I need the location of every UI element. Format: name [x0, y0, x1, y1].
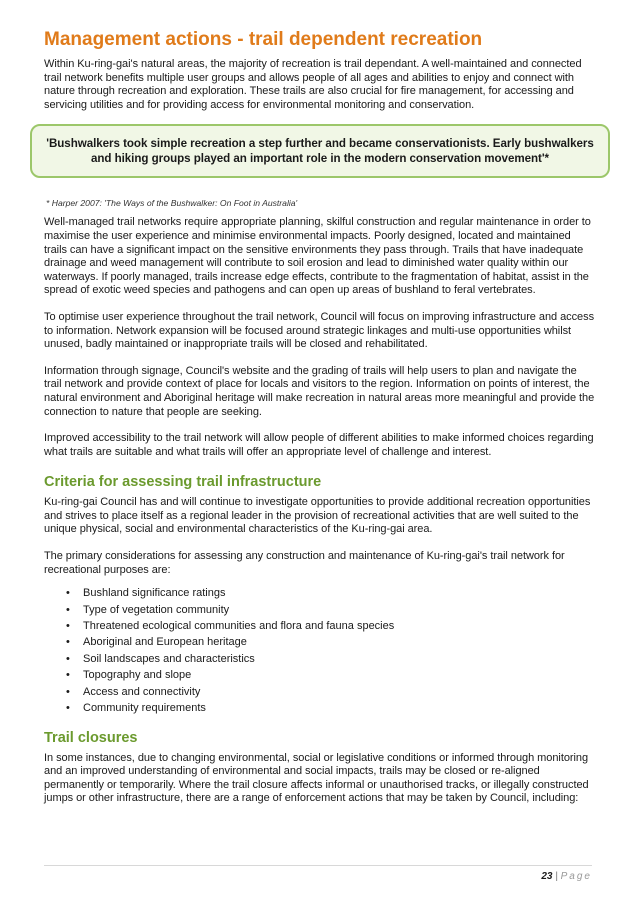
criteria-paragraph-2: The primary considerations for assessing any construction and maintenance of Ku-ring-gai's trail network for recreational purposes are:: [44, 550, 565, 576]
document-page: [44, 28, 596, 806]
bullet-icon: •: [66, 636, 70, 649]
body-paragraph-4: Improved accessibility to the trail network will allow people of different abilities to make informed choices regarding what trails are suitable and what trails will offer an appropriate level of challenge and interest.: [44, 432, 594, 458]
closures-heading: Trail closures: [44, 729, 138, 746]
footer-separator: |: [555, 871, 558, 882]
bullet-icon: •: [66, 620, 70, 633]
page-footer: [44, 865, 592, 882]
bullet-icon: •: [66, 669, 70, 682]
list-item: • Threatened ecological communities and flora and fauna species: [66, 618, 596, 634]
bullet-icon: •: [66, 587, 70, 600]
quote-callout: [30, 124, 610, 178]
intro-paragraph: Within Ku-ring-gai's natural areas, the majority of recreation is trail dependant. A well-maintained and connected trail network benefits multiple user groups and allows people of all ages and abilities to enjoy and connect with nature through recreation and exploration. These trails are also crucial for fire management, for accessing and servicing utilities and for providing access for environmental monitoring and conservation.: [44, 58, 582, 111]
quote-citation: * Harper 2007: 'The Ways of the Bushwalker: On Foot in Australia': [46, 198, 298, 209]
list-item: • Community requirements: [66, 700, 596, 716]
list-item: • Access and connectivity: [66, 684, 596, 700]
quote-text: 'Bushwalkers took simple recreation a step further and became conservationists. Early bushwalkers and hiking groups played an important role in the modern conservation movement'*: [46, 137, 594, 166]
body-paragraph-3: Information through signage, Council's website and the grading of trails will help users to plan and navigate the trail network and provide context of place for locals and visitors to the region. Information on points of interest, the natural environment and Aboriginal heritage will make recreation in natural areas more meaningful and provide the connection to nature that people are seeking.: [44, 364, 595, 418]
page-number: 23: [541, 871, 553, 882]
bullet-icon: •: [66, 702, 70, 715]
list-item: • Soil landscapes and characteristics: [66, 651, 596, 667]
list-item: • Type of vegetation community: [66, 602, 596, 618]
criteria-heading: Criteria for assessing trail infrastructure: [44, 474, 322, 491]
list-item: • Aboriginal and European heritage: [66, 634, 596, 650]
closures-paragraph: In some instances, due to changing environmental, social or legislative conditions or informed through monitoring and an improved understanding of environmental and social impacts, trails may be closed or re-aligned permanently or temporarily. Where the trail closure affects informal or unauthorised tracks, or illegally constructed jumps or other infrastructure, there are a range of enforcement actions that may be taken by Council, including:: [44, 751, 589, 805]
list-item: • Topography and slope: [66, 667, 596, 683]
body-paragraph-2: To optimise user experience throughout the trail network, Council will focus on improving infrastructure and access to information. Network expansion will be focused around strategic linkages and multi-use opportunities whilst unused, badly maintained or inappropriate trails will be closed and rehabilitated.: [44, 310, 595, 351]
page-title: Management actions - trail dependent recreation: [44, 29, 483, 50]
bullet-icon: •: [66, 652, 70, 665]
body-paragraph-1: Well-managed trail networks require appropriate planning, skilful construction and regular maintenance in order to maximise the user experience and minimise environmental impacts. Poorly designed, located and maintained trails can have a significant impact on the sensitive environments they pass through. Trails that have inadequate drainage and weed management will contribute to soil erosion and lead to diminished water quality within our waterways. If poorly managed, trails increase edge effects, contribute to the fragmentation of habitat, assist in the spread of exotic weed species and pathogens and can open up areas of bushland to feral vertebrates.: [44, 216, 591, 297]
criteria-list: [44, 585, 596, 716]
bullet-icon: •: [66, 685, 70, 698]
criteria-paragraph-1: Ku-ring-gai Council has and will continue to investigate opportunities to provide additional recreation opportunities and strives to place itself as a regional leader in the provision of recreational activities that are well suited to the unique physical, social and environmental characteristics of the Ku-ring-gai area.: [44, 496, 591, 536]
page-label: Page: [560, 871, 592, 882]
list-item: • Bushland significance ratings: [66, 585, 596, 601]
bullet-icon: •: [66, 603, 70, 616]
